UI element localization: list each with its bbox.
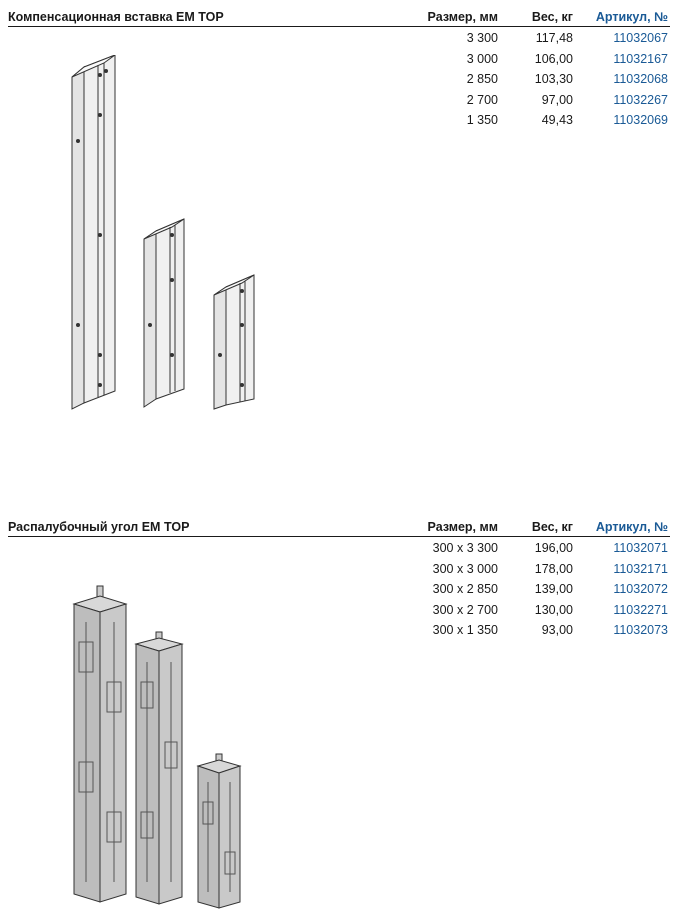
size-value: 300 x 2 850 [432,582,498,597]
weight-value: 49,43 [541,113,573,128]
table-row [8,28,670,49]
article-value: 11032068 [613,72,668,87]
column-size: Размер, мм [427,520,498,534]
size-value: 2 850 [466,72,498,87]
size-value: 300 x 1 350 [432,623,498,638]
column-article: Артикул, № [595,10,668,24]
weight-value: 196,00 [534,541,573,555]
article-value: 11032072 [613,582,668,597]
compensation-insert-illustration [60,55,270,415]
table-header [8,8,670,27]
stripping-corner-illustration [66,582,256,912]
weight-value: 130,00 [534,602,573,617]
article-value: 11032267 [613,92,668,107]
weight-value: 178,00 [534,561,573,576]
column-size: Размер, мм [427,10,498,24]
article-value: 11032071 [613,541,668,555]
table-row [8,538,670,559]
article-value: 11032073 [613,623,668,638]
article-value: 11032067 [613,31,668,45]
table-header [8,518,670,537]
size-value: 300 x 3 000 [432,561,498,576]
article-value: 11032271 [613,602,668,617]
column-weight: Вес, кг [531,520,573,534]
weight-value: 139,00 [534,582,573,597]
size-value: 300 x 3 300 [432,541,498,555]
column-article: Артикул, № [595,520,668,534]
table-row [8,559,670,580]
section-title: Компенсационная вставка EM TOP [8,10,224,24]
size-value: 3 300 [466,31,498,45]
column-weight: Вес, кг [531,10,573,24]
size-value: 300 x 2 700 [432,602,498,617]
section-title: Распалубочный угол EM TOP [8,520,190,534]
weight-value: 117,48 [535,31,573,45]
weight-value: 97,00 [541,92,573,107]
size-value: 2 700 [466,92,498,107]
weight-value: 93,00 [541,623,573,638]
article-value: 11032167 [613,51,668,66]
weight-value: 106,00 [534,51,573,66]
size-value: 1 350 [466,113,498,128]
weight-value: 103,30 [534,72,573,87]
article-value: 11032171 [613,561,668,576]
size-value: 3 000 [466,51,498,66]
article-value: 11032069 [613,113,668,128]
